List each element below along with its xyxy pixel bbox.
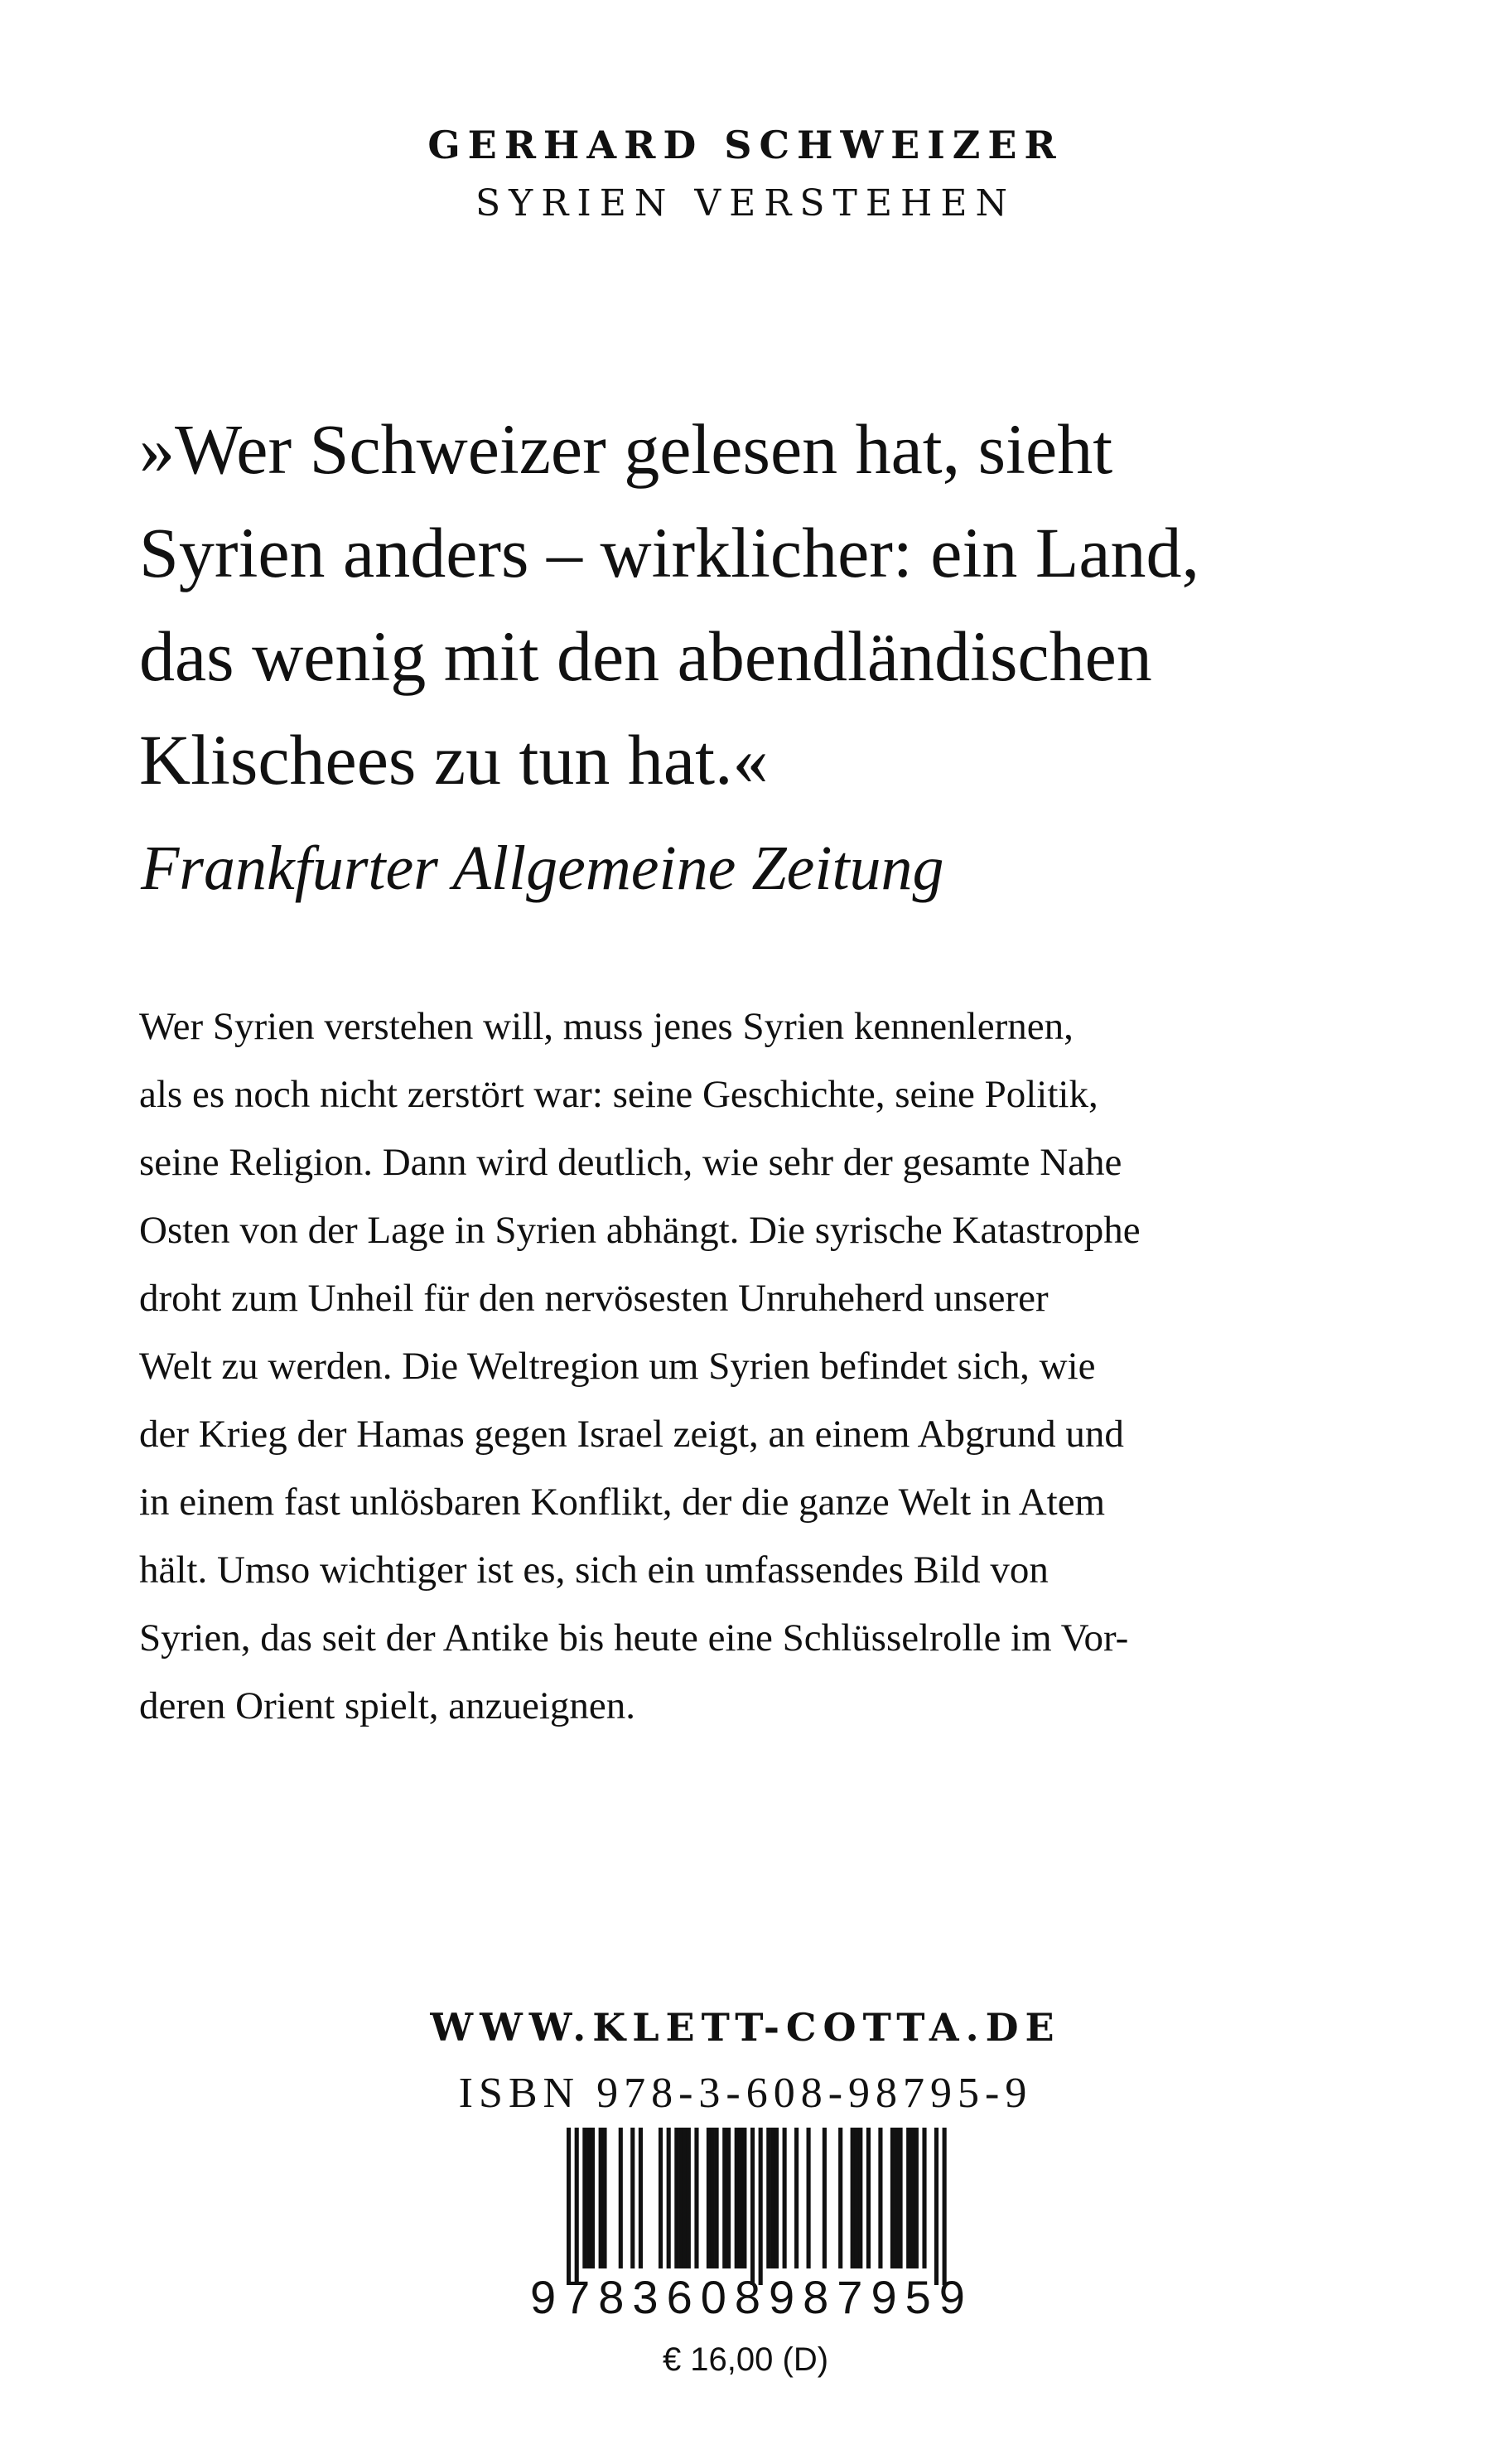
barcode-bar: [683, 2128, 687, 2268]
barcode-bar: [766, 2128, 770, 2268]
barcode-bar: [895, 2128, 899, 2268]
barcode-bar: [694, 2128, 698, 2268]
description-line: Wer Syrien verstehen will, muss jenes Syrien kennenlernen,: [139, 1005, 1074, 1048]
barcode-bar: [774, 2128, 779, 2268]
isbn-number: ISBN 978-3-608-98795-9: [458, 2070, 1033, 2117]
book-description: [139, 993, 1407, 1740]
barcode-bar: [726, 2128, 731, 2268]
barcode-bar: [586, 2128, 591, 2268]
description-line: droht zum Unheil für den nervösesten Unruheherd unserer: [139, 1277, 1049, 1320]
quote-line: Klischees zu tun hat.«: [139, 720, 769, 800]
barcode-bar: [823, 2128, 827, 2268]
quote-line: »Wer Schweizer gelesen hat, sieht: [139, 409, 1113, 489]
barcode-bar: [807, 2128, 811, 2268]
barcode-bar: [659, 2128, 663, 2268]
barcode-bar: [851, 2128, 855, 2268]
description-line: Welt zu werden. Die Weltregion um Syrien befindet sich, wie: [139, 1345, 1096, 1388]
barcode-bar: [750, 2128, 755, 2285]
description-line: als es noch nicht zerstört war: seine Geschichte, seine Politik,: [139, 1073, 1098, 1116]
barcode-bar: [582, 2128, 586, 2268]
barcode-digits: 9783608987959: [530, 2271, 973, 2323]
description-line: seine Religion. Dann wird deutlich, wie sehr der gesamte Nahe: [139, 1141, 1122, 1184]
barcode-bar: [707, 2128, 711, 2268]
barcode-bar: [866, 2128, 871, 2268]
barcode-bar: [619, 2128, 623, 2268]
description-line: deren Orient spielt, anzueignen.: [139, 1684, 636, 1727]
description-line: Osten von der Lage in Syrien abhängt. Die syrische Katastrophe: [139, 1209, 1141, 1252]
barcode-bar: [711, 2128, 715, 2268]
description-line: in einem fast unlösbaren Konflikt, der die ganze Welt in Atem: [139, 1481, 1106, 1524]
barcode-bar: [687, 2128, 691, 2268]
barcode-bar: [602, 2128, 606, 2268]
quote-source: Frankfurter Allgemeine Zeitung: [141, 833, 944, 903]
barcode-bar: [943, 2128, 947, 2285]
barcode-bar: [914, 2128, 919, 2268]
barcode-bar: [838, 2128, 842, 2268]
barcode-bar: [667, 2128, 671, 2268]
barcode-bar: [639, 2128, 643, 2268]
price: € 16,00 (D): [662, 2341, 829, 2378]
barcode-bar: [599, 2128, 603, 2268]
book-title: SYRIEN VERSTEHEN: [475, 182, 1016, 225]
barcode-bar: [715, 2128, 719, 2268]
barcode-bar: [910, 2128, 914, 2268]
barcode-bar: [738, 2128, 742, 2268]
barcode-bar: [890, 2128, 895, 2268]
quote-line: das wenig mit den abendländischen: [139, 616, 1152, 696]
barcode-bar: [854, 2128, 858, 2268]
barcode-bar: [591, 2128, 595, 2268]
barcode-bar: [630, 2128, 635, 2268]
description-line: hält. Umso wichtiger ist es, sich ein umfassendes Bild von: [139, 1548, 1049, 1592]
barcode-bar: [735, 2128, 739, 2268]
barcode-bar: [678, 2128, 683, 2268]
barcode-bar: [722, 2128, 726, 2268]
description-line: Syrien, das seit der Antike bis heute eine Schlüsselrolle im Vor-: [139, 1616, 1129, 1660]
review-quote: [139, 398, 1398, 812]
barcode-bar: [794, 2128, 799, 2268]
barcode-bar: [878, 2128, 882, 2268]
barcode-bar: [783, 2128, 787, 2268]
barcode-bar: [567, 2128, 571, 2285]
quote-line: Syrien anders – wirklicher: ein Land,: [139, 513, 1200, 592]
barcode-bar: [770, 2128, 774, 2268]
barcode-bar: [858, 2128, 862, 2268]
publisher-website[interactable]: WWW.KLETT-COTTA.DE: [430, 2005, 1061, 2050]
barcode-bar: [759, 2128, 763, 2285]
barcode-bar: [575, 2128, 579, 2285]
barcode-bar: [899, 2128, 903, 2268]
description-line: der Krieg der Hamas gegen Israel zeigt, an einem Abgrund und: [139, 1413, 1124, 1456]
barcode-bar: [906, 2128, 910, 2268]
barcode-bar: [934, 2128, 939, 2285]
barcode-bar: [922, 2128, 926, 2268]
author-name: GERHARD SCHWEIZER: [427, 123, 1064, 167]
barcode-bar: [742, 2128, 746, 2268]
barcode-bar: [674, 2128, 678, 2268]
